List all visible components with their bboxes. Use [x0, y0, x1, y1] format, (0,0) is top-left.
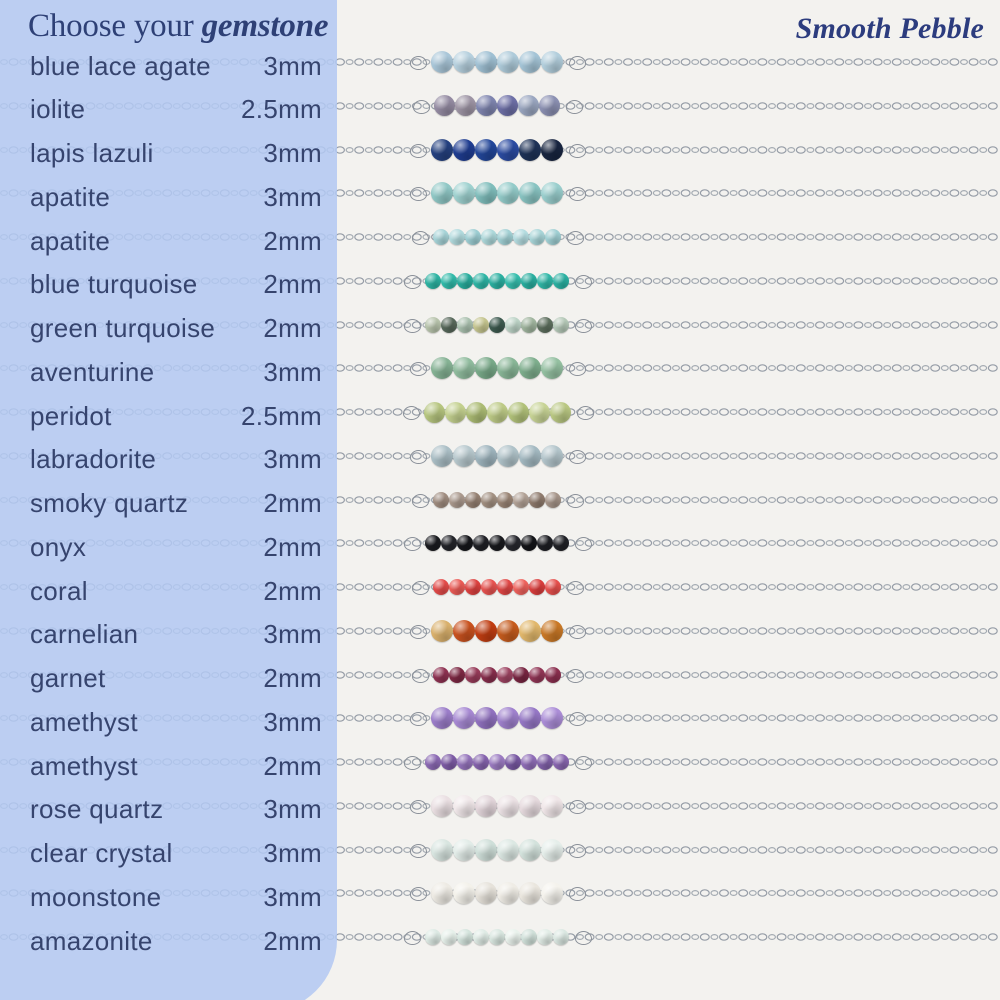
gemstone-bead: [473, 535, 489, 551]
gemstone-bead: [497, 707, 519, 729]
gemstone-list-item: [30, 357, 322, 387]
gemstone-bead: [497, 445, 519, 467]
gemstone-size: 2mm: [263, 925, 322, 956]
gemstone-bead: [497, 357, 519, 379]
gemstone-bead: [529, 229, 545, 245]
wire-loop: [569, 887, 586, 901]
wire-loop: [404, 931, 421, 945]
wire-loop: [569, 144, 586, 158]
gemstone-bead: [487, 402, 508, 423]
wire-loop: [567, 581, 584, 595]
gemstone-bead: [505, 929, 521, 945]
gemstone-bead: [518, 95, 539, 116]
gemstone-bead: [541, 357, 563, 379]
gemstone-list-item: [30, 51, 322, 81]
gemstone-bead: [521, 929, 537, 945]
gemstone-bead: [521, 535, 537, 551]
gemstone-bead: [529, 402, 550, 423]
gemstone-bead: [475, 182, 497, 204]
gemstone-list-item: [30, 795, 322, 825]
gemstone-bead: [431, 839, 453, 861]
gemstone-bead: [541, 839, 563, 861]
gemstone-bead-bar: [431, 445, 563, 467]
gemstone-bead: [541, 182, 563, 204]
gemstone-bead: [519, 839, 541, 861]
gemstone-bead-bar: [431, 839, 563, 861]
gemstone-bead: [433, 492, 449, 508]
gemstone-bead-bar: [433, 229, 561, 245]
wire-loop: [575, 537, 592, 551]
wire-loop: [575, 931, 592, 945]
gemstone-bead: [441, 929, 457, 945]
gemstone-bead: [529, 579, 545, 595]
gemstone-bead: [481, 667, 497, 683]
gemstone-bead: [489, 754, 505, 770]
gemstone-bead: [497, 139, 519, 161]
gemstone-bead: [537, 317, 553, 333]
gemstone-size: 2mm: [263, 313, 322, 343]
gemstone-name: garnet: [30, 663, 106, 693]
gemstone-bead: [519, 445, 541, 467]
gemstone-bead: [519, 620, 541, 642]
gemstone-list-item: [30, 445, 322, 475]
gemstone-bead: [449, 229, 465, 245]
gemstone-bead: [433, 229, 449, 245]
gemstone-bead: [453, 357, 475, 379]
gemstone-name: clear crystal: [30, 838, 173, 868]
gemstone-bead: [513, 492, 529, 508]
gemstone-bead: [519, 707, 541, 729]
gemstone-bead-bar: [424, 402, 571, 423]
brand-logo: Smooth Pebble: [795, 12, 984, 45]
gemstone-bead: [431, 357, 453, 379]
gemstone-bead: [425, 273, 441, 289]
gemstone-bead: [541, 620, 563, 642]
gemstone-bead: [541, 882, 563, 904]
wire-loop: [410, 187, 427, 201]
gemstone-list-item: [30, 226, 322, 256]
gemstone-bead-bar: [434, 95, 560, 116]
gemstone-name: onyx: [30, 531, 87, 562]
gemstone-bead-bar: [431, 795, 563, 817]
gemstone-list-item: [30, 139, 322, 169]
wire-loop: [412, 581, 429, 595]
wire-loop: [575, 275, 592, 289]
gemstone-bead: [489, 317, 505, 333]
gemstone-bead: [513, 229, 529, 245]
gemstone-bead-bar: [431, 182, 563, 204]
gemstone-bead: [431, 882, 453, 904]
gemstone-bead: [441, 273, 457, 289]
gemstone-bead: [453, 882, 475, 904]
gemstone-bead: [497, 839, 519, 861]
gemstone-size: 2mm: [263, 269, 322, 300]
gemstone-list-item: [30, 489, 322, 519]
wire-loop: [404, 275, 421, 289]
gemstone-bead: [457, 929, 473, 945]
gemstone-bead: [553, 535, 569, 551]
gemstone-bead-bar: [431, 707, 563, 729]
gemstone-list-item: [30, 576, 322, 606]
gemstone-size: 3mm: [263, 50, 322, 81]
gemstone-name: labradorite: [30, 444, 157, 475]
gemstone-bead: [505, 535, 521, 551]
gemstone-bead: [497, 620, 519, 642]
gemstone-bead: [453, 51, 475, 73]
gemstone-bead: [453, 795, 475, 817]
gemstone-list-item: [30, 664, 322, 694]
gemstone-bead: [539, 95, 560, 116]
gemstone-list-item: [30, 620, 322, 650]
gemstone-bead: [497, 579, 513, 595]
gemstone-bead: [475, 357, 497, 379]
gemstone-list-item: [30, 314, 322, 344]
wire-loop: [410, 844, 427, 858]
gemstone-bead-bar: [431, 620, 563, 642]
gemstone-bead: [433, 579, 449, 595]
gemstone-name: amethyst: [30, 750, 138, 781]
wire-loop: [410, 56, 427, 70]
gemstone-name: apatite: [30, 225, 111, 256]
gemstone-bead: [481, 492, 497, 508]
gemstone-name: smoky quartz: [30, 488, 189, 518]
gemstone-bead: [497, 182, 519, 204]
gemstone-bead: [489, 929, 505, 945]
gemstone-bead: [489, 535, 505, 551]
gemstone-list-item: [30, 182, 322, 212]
gemstone-bead: [465, 492, 481, 508]
gemstone-bead: [553, 317, 569, 333]
wire-loop: [569, 800, 586, 814]
gemstone-bead: [519, 882, 541, 904]
gemstone-bead: [521, 273, 537, 289]
gemstone-bead: [521, 754, 537, 770]
gemstone-name: lapis lazuli: [30, 138, 154, 168]
page-title: [28, 8, 328, 45]
gemstone-bead: [497, 795, 519, 817]
gemstone-bead: [481, 229, 497, 245]
gemstone-name: aventurine: [30, 356, 155, 387]
gemstone-bead: [541, 795, 563, 817]
wire-loop: [575, 756, 592, 770]
page-title-italic: gemstone: [201, 8, 329, 44]
gemstone-name: peridot: [30, 400, 112, 431]
gemstone-list-item: [30, 926, 322, 956]
gemstone-bead: [545, 667, 561, 683]
gemstone-list-item: [30, 401, 322, 431]
gemstone-bead: [425, 929, 441, 945]
gemstone-bead: [441, 754, 457, 770]
gemstone-bead: [497, 95, 518, 116]
gemstone-bead: [449, 492, 465, 508]
gemstone-bead: [434, 95, 455, 116]
gemstone-name: blue lace agate: [30, 50, 211, 81]
gemstone-bead: [505, 317, 521, 333]
wire-loop: [410, 450, 427, 464]
gemstone-bead: [513, 667, 529, 683]
wire-loop: [567, 494, 584, 508]
gemstone-bead: [473, 754, 489, 770]
gemstone-bead: [457, 273, 473, 289]
gemstone-bead: [465, 579, 481, 595]
wire-loop: [404, 319, 421, 333]
gemstone-size: 2mm: [263, 531, 322, 562]
wire-loop: [410, 800, 427, 814]
gemstone-bead: [481, 579, 497, 595]
wire-loop: [569, 625, 586, 639]
gemstone-bead: [489, 273, 505, 289]
gemstone-bead-bar: [431, 139, 563, 161]
gemstone-size: 3mm: [263, 706, 322, 737]
gemstone-bead-bar: [431, 51, 563, 73]
wire-loop: [567, 669, 584, 683]
gemstone-bead: [475, 707, 497, 729]
gemstone-bead: [519, 51, 541, 73]
gemstone-size: 3mm: [263, 138, 322, 168]
gemstone-bead: [475, 51, 497, 73]
gemstone-bead: [473, 273, 489, 289]
gemstone-bead: [457, 754, 473, 770]
wire-loop: [410, 625, 427, 639]
gemstone-bead: [529, 492, 545, 508]
wire-loop: [569, 362, 586, 376]
wire-loop: [569, 712, 586, 726]
gemstone-bead: [505, 273, 521, 289]
gemstone-bead: [441, 535, 457, 551]
wire-loop: [410, 712, 427, 726]
gemstone-bead: [457, 535, 473, 551]
gemstone-bead-bar: [433, 579, 561, 595]
gemstone-size: 3mm: [263, 356, 322, 387]
gemstone-list-item: [30, 270, 322, 300]
wire-loop: [410, 144, 427, 158]
gemstone-bead: [475, 839, 497, 861]
gemstone-bead: [537, 929, 553, 945]
gemstone-bead: [519, 357, 541, 379]
gemstone-size: 2mm: [263, 750, 322, 781]
wire-loop: [413, 100, 430, 114]
gemstone-name: amethyst: [30, 706, 138, 737]
gemstone-name: iolite: [30, 94, 86, 125]
gemstone-name: moonstone: [30, 881, 162, 912]
gemstone-bead: [545, 579, 561, 595]
gemstone-size: 2mm: [263, 225, 322, 256]
gemstone-bead: [431, 182, 453, 204]
gemstone-bead: [475, 795, 497, 817]
gemstone-bead: [519, 139, 541, 161]
wire-loop: [567, 231, 584, 245]
gemstone-bead: [475, 445, 497, 467]
gemstone-size: 2.5mm: [241, 94, 322, 125]
gemstone-list-item: [30, 532, 322, 562]
gemstone-size: 2mm: [263, 575, 322, 606]
gemstone-name: green turquoise: [30, 313, 216, 343]
gemstone-size: 3mm: [263, 881, 322, 912]
gemstone-list-item: [30, 707, 322, 737]
gemstone-bead: [521, 317, 537, 333]
gemstone-bead: [529, 667, 545, 683]
gemstone-bead: [425, 754, 441, 770]
gemstone-bead: [541, 139, 563, 161]
wire-loop: [575, 319, 592, 333]
gemstone-bead: [449, 579, 465, 595]
gemstone-bead: [453, 620, 475, 642]
gemstone-bead: [445, 402, 466, 423]
gemstone-bead: [453, 445, 475, 467]
gemstone-name: blue turquoise: [30, 269, 198, 300]
gemstone-list-item: [30, 95, 322, 125]
page-title-regular: Choose your: [28, 8, 202, 44]
gemstone-bead: [475, 139, 497, 161]
gemstone-bead-bar: [431, 882, 563, 904]
gemstone-bead: [541, 51, 563, 73]
gemstone-bead: [473, 929, 489, 945]
gemstone-size: 2.5mm: [241, 400, 322, 431]
gemstone-bead: [513, 579, 529, 595]
gemstone-bead-bar: [425, 929, 569, 945]
gemstone-bead: [497, 492, 513, 508]
gemstone-bead: [519, 795, 541, 817]
gemstone-bead: [553, 929, 569, 945]
wire-loop: [410, 362, 427, 376]
gemstone-bead: [466, 402, 487, 423]
gemstone-bead: [545, 492, 561, 508]
gemstone-bead: [431, 707, 453, 729]
gemstone-bead: [537, 273, 553, 289]
gemstone-list-item: [30, 839, 322, 869]
wire-loop: [404, 537, 421, 551]
gemstone-name: amazonite: [30, 925, 153, 956]
gemstone-bead: [431, 620, 453, 642]
gemstone-size: 3mm: [263, 838, 322, 868]
gemstone-bead: [553, 273, 569, 289]
gemstone-bead: [441, 317, 457, 333]
gemstone-bead: [476, 95, 497, 116]
wire-loop: [569, 187, 586, 201]
gemstone-name: coral: [30, 575, 88, 606]
gemstone-bead: [537, 754, 553, 770]
gemstone-name: apatite: [30, 181, 111, 212]
gemstone-bead: [497, 882, 519, 904]
gemstone-bead-bar: [431, 357, 563, 379]
gemstone-bead: [453, 139, 475, 161]
gemstone-bead: [449, 667, 465, 683]
gemstone-bead: [455, 95, 476, 116]
gemstone-bead: [475, 882, 497, 904]
gemstone-bead: [541, 445, 563, 467]
wire-loop: [410, 887, 427, 901]
gemstone-bead: [431, 139, 453, 161]
gemstone-size: 2mm: [263, 488, 322, 518]
gemstone-bead-bar: [425, 535, 569, 551]
gemstone-size: 3mm: [263, 181, 322, 212]
gemstone-bead: [545, 229, 561, 245]
gemstone-list-item: [30, 751, 322, 781]
wire-loop: [569, 56, 586, 70]
gemstone-name: rose quartz: [30, 794, 164, 825]
wire-loop: [569, 844, 586, 858]
wire-loop: [412, 231, 429, 245]
wire-loop: [412, 669, 429, 683]
gemstone-bead-bar: [433, 667, 561, 683]
gemstone-bead: [497, 51, 519, 73]
gemstone-bead: [465, 229, 481, 245]
gemstone-bead: [433, 667, 449, 683]
gemstone-bead: [425, 535, 441, 551]
wire-loop: [403, 406, 420, 420]
gemstone-bead: [473, 317, 489, 333]
gemstone-bead: [505, 754, 521, 770]
wire-loop: [566, 100, 583, 114]
gemstone-bead: [457, 317, 473, 333]
gemstone-size: 3mm: [263, 619, 322, 650]
gemstone-bead: [424, 402, 445, 423]
gemstone-bead: [519, 182, 541, 204]
gemstone-bead: [497, 229, 513, 245]
gemstone-bead: [453, 839, 475, 861]
gemstone-bead-bar: [425, 317, 569, 333]
wire-loop: [404, 756, 421, 770]
gemstone-bead: [550, 402, 571, 423]
gemstone-bead: [453, 707, 475, 729]
gemstone-bead: [431, 445, 453, 467]
gemstone-size: 2mm: [263, 663, 322, 693]
gemstone-bead: [537, 535, 553, 551]
gemstone-size: 3mm: [263, 794, 322, 825]
gemstone-bead: [497, 667, 513, 683]
gemstone-bead-bar: [425, 273, 569, 289]
wire-loop: [569, 450, 586, 464]
gemstone-bead-bar: [425, 754, 569, 770]
gemstone-bead: [431, 51, 453, 73]
gemstone-bead: [453, 182, 475, 204]
gemstone-size: 3mm: [263, 444, 322, 475]
gemstone-bead: [553, 754, 569, 770]
gemstone-bead: [431, 795, 453, 817]
gemstone-name: carnelian: [30, 619, 139, 650]
wire-loop: [577, 406, 594, 420]
gemstone-bead: [508, 402, 529, 423]
gemstone-list-item: [30, 882, 322, 912]
gemstone-bead: [425, 317, 441, 333]
wire-loop: [412, 494, 429, 508]
gemstone-bead: [475, 620, 497, 642]
gemstone-bead-bar: [433, 492, 561, 508]
gemstone-bead: [541, 707, 563, 729]
gemstone-bead: [465, 667, 481, 683]
